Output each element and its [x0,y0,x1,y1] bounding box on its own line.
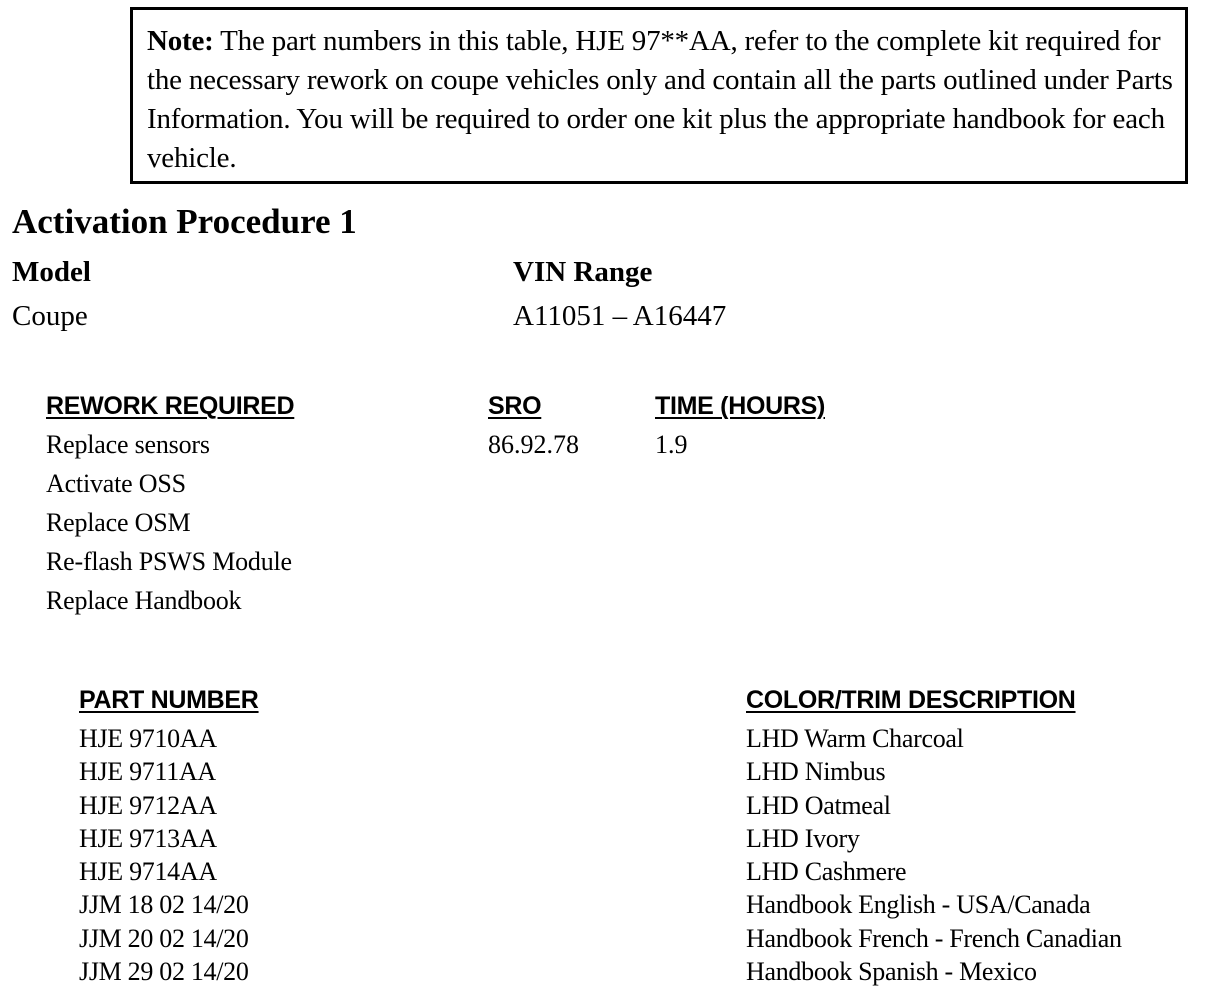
part-number-list [79,722,249,988]
rework-list [46,425,292,620]
sro-header: SRO [488,392,542,420]
color-trim-description: LHD Nimbus [746,757,886,787]
sro-value: 86.92.78 [488,430,579,459]
color-trim-header: COLOR/TRIM DESCRIPTION [746,686,1076,714]
rework-item: Re-flash PSWS Module [46,547,292,576]
color-trim-description: Handbook French - French Canadian [746,923,1122,953]
rework-required-header: REWORK REQUIRED [46,392,295,420]
rework-item: Replace OSM [46,508,191,537]
color-trim-description: LHD Warm Charcoal [746,724,964,753]
rework-item: Replace Handbook [46,586,242,615]
part-number: JJM 29 02 14/20 [79,957,249,987]
procedure-title: Activation Procedure 1 [12,202,357,241]
time-value: 1.9 [655,430,688,459]
part-number-header: PART NUMBER [79,686,259,714]
color-trim-list [746,722,1122,988]
rework-item: Replace sensors [46,430,210,459]
color-trim-description: Handbook English - USA/Canada [746,890,1091,920]
color-trim-description: LHD Oatmeal [746,790,891,820]
note-label: Note: [147,25,214,57]
part-number: HJE 9710AA [79,724,217,753]
part-number: HJE 9713AA [79,823,217,853]
vin-range-value: A11051 – A16447 [513,300,727,332]
part-number: HJE 9712AA [79,790,217,820]
color-trim-description: LHD Ivory [746,823,860,853]
model-header: Model [12,256,91,288]
vin-range-header: VIN Range [513,256,653,288]
color-trim-description: LHD Cashmere [746,857,907,887]
note-body: The part numbers in this table, HJE 97**AA, refer to the complete kit required for the necessary rework on coupe vehicles only and contain all the parts outlined under Parts Information. You will be required to order one kit plus the appropriate handbook for each vehicle. [147,25,1173,174]
note-box [130,7,1188,184]
color-trim-description: Handbook Spanish - Mexico [746,957,1037,987]
part-number: JJM 18 02 14/20 [79,890,249,920]
time-hours-header: TIME (HOURS) [655,392,825,420]
rework-item: Activate OSS [46,469,186,498]
note-text [147,22,1177,178]
part-number: HJE 9711AA [79,757,216,787]
part-number: HJE 9714AA [79,857,217,887]
model-value: Coupe [12,300,88,332]
part-number: JJM 20 02 14/20 [79,923,249,953]
